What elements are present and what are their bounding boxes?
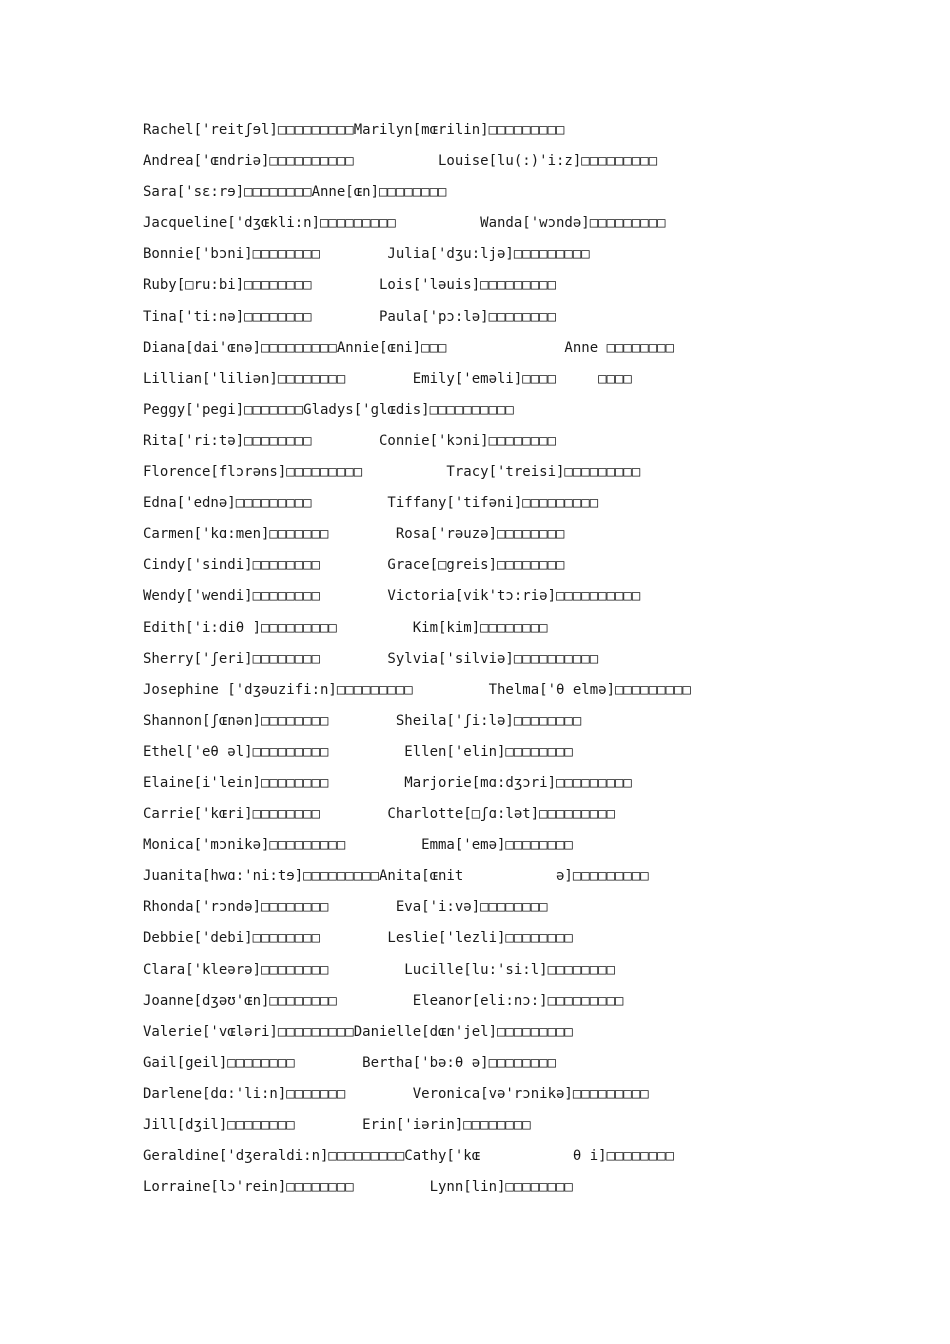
name-entry-line: Rhonda['rɔndə]□□□□□□□□ Eva['i:və]□□□□□□□□ [143, 899, 548, 916]
name-entry-line: Sherry['ʃeri]□□□□□□□□ Sylvia['silviə]□□□□□□□□□□ [143, 650, 599, 667]
name-entry-line: Ruby[□ru:bi]□□□□□□□□ Lois['ləuis]□□□□□□□□□ [143, 277, 557, 294]
name-entry-line: Bonnie['bɔni]□□□□□□□□ Julia['dʒu:ljə]□□□□□□□□□ [143, 246, 590, 263]
name-entry-line: Sara['sɛ:rɘ]□□□□□□□□Anne[ɶn]□□□□□□□□ [143, 184, 447, 201]
name-entry-line: Rita['ri:tə]□□□□□□□□ Connie['kɔni]□□□□□□□□ [143, 432, 557, 449]
name-entry-line: Shannon[ʃɶnən]□□□□□□□□ Sheila['ʃi:lə]□□□□□□□□ [143, 712, 582, 729]
name-entry-line: Edith['i:diθ ]□□□□□□□□□ Kim[kim]□□□□□□□□ [143, 619, 548, 636]
name-entry-line: Florence[flɔrəns]□□□□□□□□□ Tracy['treisi]□□□□□□□□□ [143, 464, 641, 481]
name-entry-line: Jacqueline['dʒɶkli:n]□□□□□□□□□ Wanda['wɔndə]□□□□□□□□□ [143, 215, 666, 232]
name-entry-line: Lillian['liliən]□□□□□□□□ Emily['eməli]□□□□ □□□□ [143, 370, 632, 387]
name-list [143, 119, 903, 1207]
name-entry-line: Juanita[hwɑ:'ni:tɘ]□□□□□□□□□Anita[ɶnit ə]□□□□□□□□□ [143, 868, 649, 885]
name-entry-line: Cindy['sindi]□□□□□□□□ Grace[□greis]□□□□□□□□ [143, 557, 565, 574]
name-entry-line: Darlene[dɑ:'li:n]□□□□□□□ Veronica[və'rɔnikə]□□□□□□□□□ [143, 1085, 649, 1102]
name-entry-line: Rachel['reitʃɘl]□□□□□□□□□Marilyn[mɶrilin]□□□□□□□□□ [143, 122, 565, 138]
name-entry-line: Ethel['eθ əl]□□□□□□□□□ Ellen['elin]□□□□□□□□ [143, 743, 573, 760]
name-entry-line: Elaine[i'lein]□□□□□□□□ Marjorie[mɑ:dʒɔri]□□□□□□□□□ [143, 774, 632, 791]
name-entry-line: Wendy['wendi]□□□□□□□□ Victoria[vik'tɔ:riə]□□□□□□□□□□ [143, 588, 641, 605]
name-entry-line: Monica['mɔnikə]□□□□□□□□□ Emma['emə]□□□□□□□□ [143, 837, 573, 854]
name-entry-line: Clara['kleərə]□□□□□□□□ Lucille[lu:'si:l]□□□□□□□□ [143, 961, 616, 978]
name-entry-line: Debbie['debi]□□□□□□□□ Leslie['lezli]□□□□□□□□ [143, 930, 573, 947]
name-entry-line: Andrea['ɶndriə]□□□□□□□□□□ Louise[lu(:)'i:z]□□□□□□□□□ [143, 153, 658, 170]
name-entry-line: Gail[geil]□□□□□□□□ Bertha['bə:θ ə]□□□□□□□□ [143, 1054, 557, 1071]
name-entry-line: Geraldine['dʒeraldi:n]□□□□□□□□□Cathy['kɶ θ i]□□□□□□□□ [143, 1148, 675, 1165]
name-entry-line: Valerie['vɶləri]□□□□□□□□□Danielle[dɶn'jel]□□□□□□□□□ [143, 1023, 573, 1040]
name-entry-line: Josephine ['dʒəuzifi:n]□□□□□□□□□ Thelma['θ elmə]□□□□□□□□□ [143, 681, 691, 698]
name-entry-line: Carrie['kɶri]□□□□□□□□ Charlotte[□ʃɑ:lət]□□□□□□□□□ [143, 806, 616, 823]
name-entry-line: Peggy['pegi]□□□□□□□Gladys['glɶdis]□□□□□□□□□□ [143, 401, 514, 418]
name-entry-line: Carmen['kɑ:men]□□□□□□□ Rosa['rəuzə]□□□□□□□□ [143, 526, 565, 543]
name-entry-line: Lorraine[lɔ'rein]□□□□□□□□ Lynn[lin]□□□□□□□□ [143, 1179, 573, 1196]
name-entry-line: Tina['ti:nə]□□□□□□□□ Paula['pɔ:lə]□□□□□□□□ [143, 308, 557, 325]
name-entry-line: Jill[dʒil]□□□□□□□□ Erin['iərin]□□□□□□□□ [143, 1117, 531, 1133]
name-entry-line: Edna['ednə]□□□□□□□□□ Tiffany['tifəni]□□□□□□□□□ [143, 495, 599, 512]
name-entry-line: Joanne[dʒəʊ'ɶn]□□□□□□□□ Eleanor[eli:nɔ:]□□□□□□□□□ [143, 992, 624, 1009]
name-entry-line: Diana[dai'ɶnə]□□□□□□□□□Annie[ɶni]□□□ Anne □□□□□□□□ [143, 339, 675, 356]
